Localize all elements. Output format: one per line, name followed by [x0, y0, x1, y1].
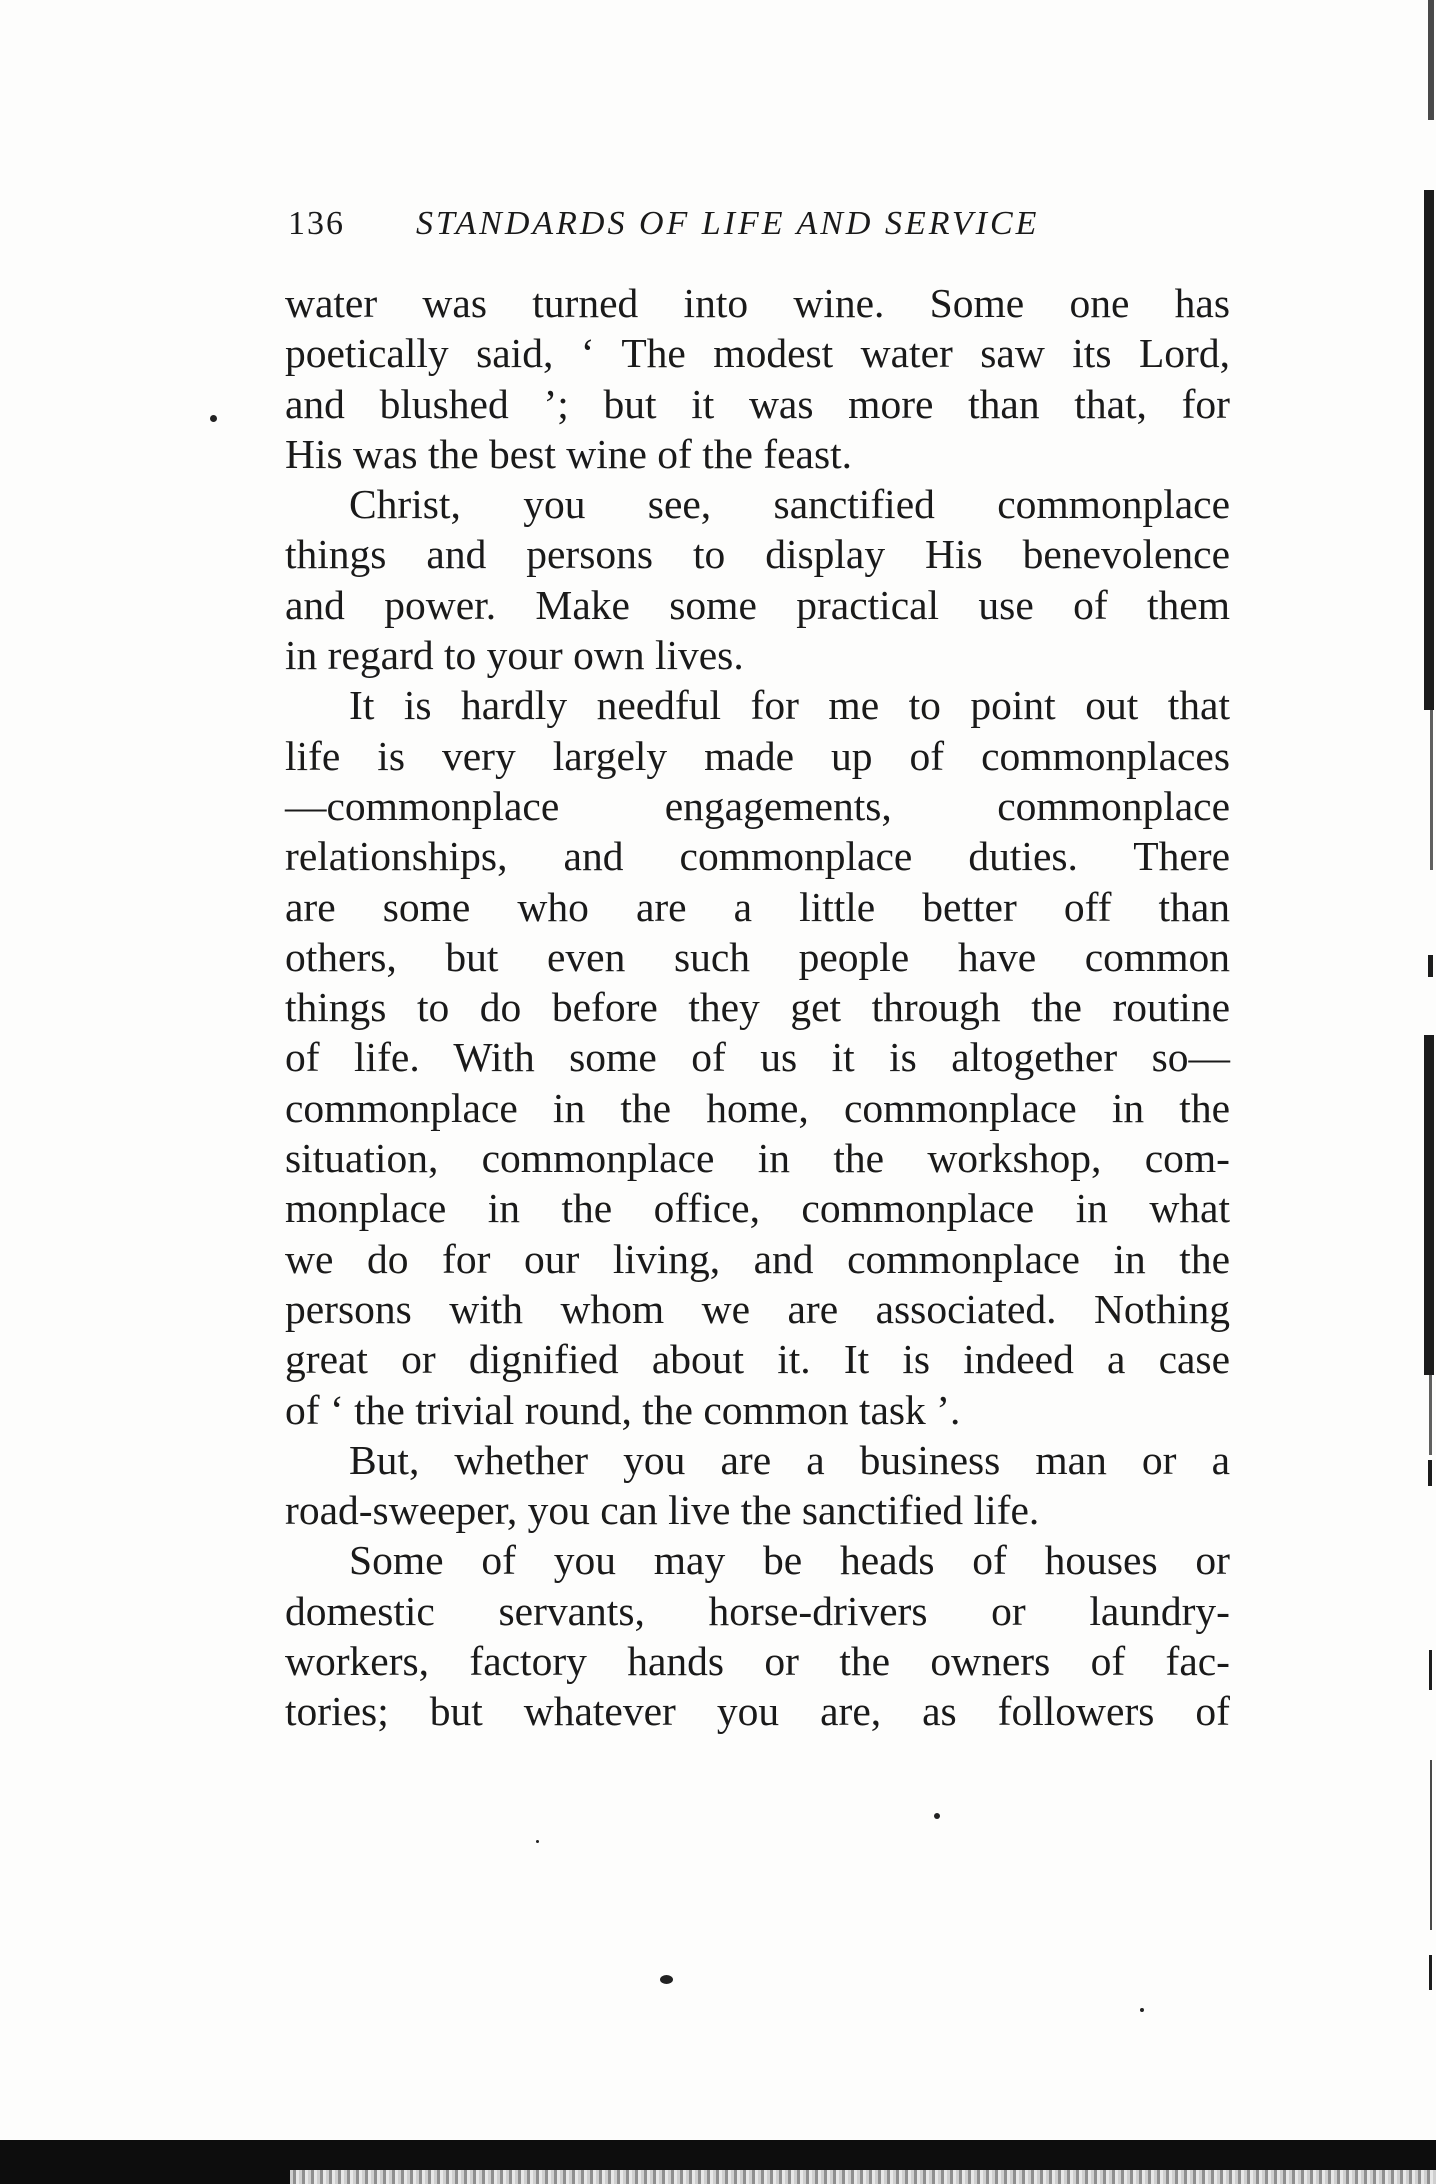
text-line: monplace in the office, commonplace in what — [285, 1185, 1230, 1232]
text-line: persons with whom we are associated. Nothing — [285, 1285, 1230, 1332]
text-line: in regard to your own lives. — [285, 632, 744, 679]
text-line: It is hardly needful for me to point out that — [349, 682, 1230, 729]
running-title: STANDARDS OF LIFE AND SERVICE — [416, 205, 1040, 242]
scan-speck — [536, 1840, 539, 1843]
scan-speck — [210, 415, 217, 422]
text-line: of life. With some of us it is altogether so— — [285, 1034, 1230, 1081]
text-line: and blushed ’; but it was more than that, for — [285, 380, 1230, 427]
body-text — [285, 278, 1230, 1737]
text-line: life is very largely made up of commonplaces — [285, 732, 1230, 779]
text-line: road-sweeper, you can live the sanctified life. — [285, 1487, 1040, 1534]
text-line: —commonplace engagements, commonplace — [285, 782, 1230, 829]
text-line: of ‘ the trivial round, the common task ’. — [285, 1386, 961, 1433]
text-line: Christ, you see, sanctified commonplace — [349, 481, 1230, 528]
scan-speck — [934, 1813, 940, 1819]
text-line: situation, commonplace in the workshop, com- — [285, 1135, 1230, 1182]
scan-speck — [660, 1975, 673, 1984]
binding-edge-shadow — [1416, 0, 1436, 2184]
text-line: great or dignified about it. It is indeed a case — [285, 1336, 1230, 1383]
text-line: are some who are a little better off than — [285, 883, 1230, 930]
text-line: domestic servants, horse-drivers or laundry- — [285, 1587, 1230, 1634]
text-line: things and persons to display His benevolence — [285, 531, 1230, 578]
text-line: others, but even such people have common — [285, 933, 1230, 980]
text-line: poetically said, ‘ The modest water saw its Lord, — [285, 330, 1230, 377]
text-line: we do for our living, and commonplace in the — [285, 1235, 1230, 1282]
text-line: tories; but whatever you are, as followers of — [285, 1688, 1230, 1735]
text-line: things to do before they get through the routine — [285, 984, 1230, 1031]
scan-bottom-noise — [290, 2170, 1436, 2184]
text-line: His was the best wine of the feast. — [285, 430, 853, 477]
text-line: But, whether you are a business man or a — [349, 1436, 1230, 1483]
text-line: Some of you may be heads of houses or — [349, 1537, 1230, 1584]
text-line: relationships, and commonplace duties. There — [285, 833, 1230, 880]
running-head — [288, 205, 1238, 255]
text-line: workers, factory hands or the owners of fac- — [285, 1638, 1230, 1685]
page-number: 136 — [288, 205, 345, 242]
text-line: water was turned into wine. Some one has — [285, 280, 1230, 326]
text-line: commonplace in the home, commonplace in the — [285, 1084, 1230, 1131]
text-line: and power. Make some practical use of them — [285, 581, 1230, 628]
scan-speck — [1140, 2008, 1144, 2012]
